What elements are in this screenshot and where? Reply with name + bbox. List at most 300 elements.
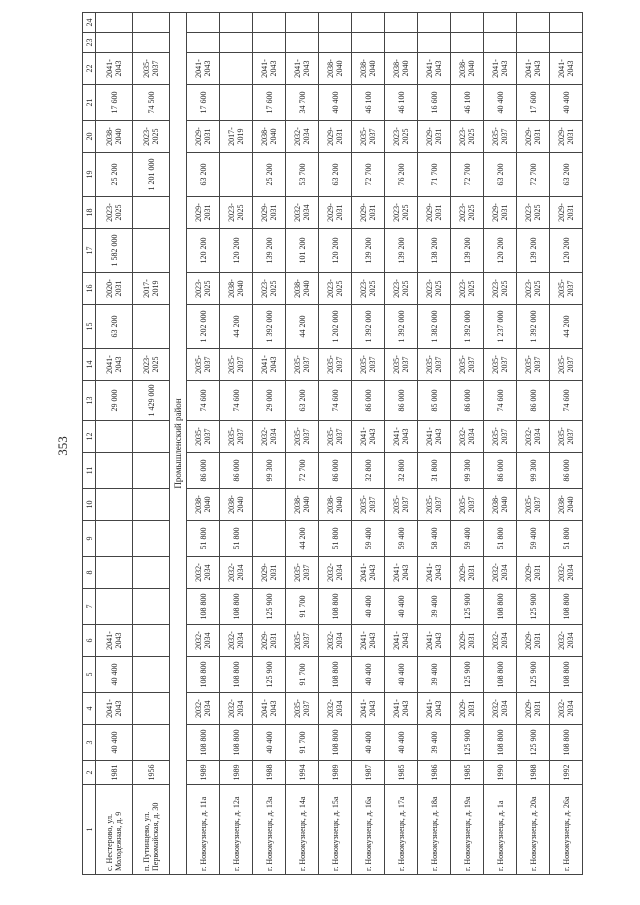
value-cell: 2038-2040 (352, 53, 385, 85)
value-cell: 86 000 (550, 453, 583, 489)
value-cell (133, 589, 170, 625)
value-cell: 125 900 (517, 725, 550, 761)
value-cell: 108 800 (187, 725, 220, 761)
value-cell: 1989 (187, 761, 220, 785)
value-cell: 2032-2034 (451, 421, 484, 453)
value-cell: 86 000 (451, 381, 484, 421)
value-cell (133, 13, 170, 33)
value-cell: 40 400 (253, 725, 286, 761)
value-cell: 74 600 (550, 381, 583, 421)
value-cell (133, 725, 170, 761)
value-cell: 2032-2034 (550, 625, 583, 657)
table-row (550, 13, 583, 875)
value-cell (133, 625, 170, 657)
value-cell: 125 900 (517, 657, 550, 693)
value-cell (550, 33, 583, 53)
value-cell: 2029-2031 (253, 197, 286, 229)
value-cell: 1994 (286, 761, 319, 785)
value-cell: 59 400 (451, 521, 484, 557)
value-cell (133, 197, 170, 229)
value-cell: 32 800 (352, 453, 385, 489)
value-cell: 51 800 (319, 521, 352, 557)
value-cell: 34 700 (286, 85, 319, 121)
value-cell: 120 200 (187, 229, 220, 273)
value-cell: 139 200 (253, 229, 286, 273)
value-cell: 108 800 (484, 657, 517, 693)
value-cell: 108 800 (220, 657, 253, 693)
value-cell: 1988 (517, 761, 550, 785)
value-cell: 2041-2043 (550, 53, 583, 85)
value-cell: 17 600 (187, 85, 220, 121)
column-number: 15 (83, 305, 96, 349)
value-cell: 125 900 (253, 589, 286, 625)
value-cell: 1 392 000 (352, 305, 385, 349)
value-cell: 120 200 (319, 229, 352, 273)
value-cell: 40 400 (385, 657, 418, 693)
value-cell (133, 421, 170, 453)
value-cell: 74 600 (484, 381, 517, 421)
value-cell: 2035-2037 (484, 421, 517, 453)
value-cell: 40 400 (96, 725, 133, 761)
table-row (319, 13, 352, 875)
column-number: 8 (83, 557, 96, 589)
value-cell: 1956 (133, 761, 170, 785)
value-cell: 2017-2019 (220, 121, 253, 153)
value-cell: 2035-2037 (220, 349, 253, 381)
address-cell: г. Новокузнецк, д. 18а (418, 785, 451, 875)
value-cell: 1992 (550, 761, 583, 785)
value-cell: 2035-2037 (418, 489, 451, 521)
value-cell (96, 489, 133, 521)
value-cell (133, 557, 170, 589)
value-cell: 2029-2031 (352, 197, 385, 229)
value-cell: 108 800 (319, 725, 352, 761)
value-cell: 40 400 (352, 589, 385, 625)
value-cell: 139 200 (451, 229, 484, 273)
value-cell: 2035-2037 (517, 489, 550, 521)
table-row (253, 13, 286, 875)
address-cell: г. Новокузнецк, д. 14а (286, 785, 319, 875)
value-cell: 74 600 (220, 381, 253, 421)
value-cell: 85 000 (418, 381, 451, 421)
value-cell: 59 400 (385, 521, 418, 557)
value-cell: 99 300 (517, 453, 550, 489)
value-cell: 86 000 (352, 381, 385, 421)
table-row (484, 13, 517, 875)
value-cell: 91 700 (286, 657, 319, 693)
value-cell: 108 800 (319, 589, 352, 625)
value-cell: 2032-2034 (484, 693, 517, 725)
value-cell: 86 000 (484, 453, 517, 489)
value-cell: 2023-2025 (385, 197, 418, 229)
value-cell: 39 400 (418, 589, 451, 625)
value-cell: 2038-2040 (451, 53, 484, 85)
value-cell (220, 53, 253, 85)
value-cell: 2023-2025 (451, 197, 484, 229)
value-cell: 25 200 (253, 153, 286, 197)
value-cell: 2035-2037 (385, 489, 418, 521)
value-cell: 2041-2043 (385, 625, 418, 657)
value-cell: 1 392 000 (385, 305, 418, 349)
value-cell: 2023-2025 (96, 197, 133, 229)
table-row (220, 13, 253, 875)
value-cell: 2035-2037 (133, 53, 170, 85)
value-cell: 2041-2043 (418, 625, 451, 657)
value-cell (484, 33, 517, 53)
value-cell (286, 13, 319, 33)
value-cell: 51 800 (484, 521, 517, 557)
value-cell: 59 400 (352, 521, 385, 557)
value-cell: 2032-2034 (319, 557, 352, 589)
column-number: 6 (83, 625, 96, 657)
value-cell: 86 000 (385, 381, 418, 421)
value-cell: 2035-2037 (550, 273, 583, 305)
value-cell: 2038-2040 (220, 489, 253, 521)
value-cell: 2023-2025 (133, 121, 170, 153)
column-number: 1 (83, 785, 96, 875)
value-cell: 46 100 (451, 85, 484, 121)
column-number: 4 (83, 693, 96, 725)
address-cell: с. Нестерово, ул. Молодежная, д. 9 (96, 785, 133, 875)
value-cell: 108 800 (220, 725, 253, 761)
value-cell: 2041-2043 (418, 693, 451, 725)
value-cell: 108 800 (550, 725, 583, 761)
value-cell: 44 200 (550, 305, 583, 349)
column-number: 7 (83, 589, 96, 625)
column-number: 10 (83, 489, 96, 521)
value-cell (133, 229, 170, 273)
value-cell: 2023-2025 (451, 121, 484, 153)
column-number: 14 (83, 349, 96, 381)
value-cell: 39 400 (418, 657, 451, 693)
value-cell: 40 400 (484, 85, 517, 121)
value-cell: 2023-2025 (517, 197, 550, 229)
value-cell: 139 200 (517, 229, 550, 273)
value-cell: 86 000 (220, 453, 253, 489)
value-cell: 44 200 (220, 305, 253, 349)
value-cell (96, 421, 133, 453)
column-number: 5 (83, 657, 96, 693)
value-cell: 2023-2025 (385, 121, 418, 153)
value-cell: 2032-2034 (484, 625, 517, 657)
value-cell: 40 400 (352, 725, 385, 761)
value-cell: 2029-2031 (253, 625, 286, 657)
value-cell: 29 000 (96, 381, 133, 421)
value-cell (133, 489, 170, 521)
value-cell: 1 201 000 (133, 153, 170, 197)
address-cell: г. Новокузнецк, д. 11а (187, 785, 220, 875)
value-cell: 44 200 (286, 305, 319, 349)
value-cell (133, 33, 170, 53)
column-number: 23 (83, 33, 96, 53)
value-cell: 2029-2031 (517, 625, 550, 657)
value-cell: 99 300 (451, 453, 484, 489)
value-cell: 72 700 (352, 153, 385, 197)
value-cell: 2023-2025 (517, 273, 550, 305)
region-label: Промышленский район (170, 13, 187, 875)
value-cell (451, 33, 484, 53)
value-cell: 2041-2043 (253, 693, 286, 725)
value-cell: 2023-2025 (418, 273, 451, 305)
value-cell: 74 600 (187, 381, 220, 421)
address-cell: г. Новокузнецк, д. 13а (253, 785, 286, 875)
value-cell: 1989 (319, 761, 352, 785)
value-cell: 120 200 (550, 229, 583, 273)
value-cell: 2041-2043 (484, 53, 517, 85)
value-cell: 1 392 000 (517, 305, 550, 349)
value-cell: 40 400 (385, 589, 418, 625)
table-row (418, 13, 451, 875)
value-cell: 2032-2034 (220, 625, 253, 657)
value-cell: 71 700 (418, 153, 451, 197)
value-cell: 1 202 000 (187, 305, 220, 349)
value-cell (133, 305, 170, 349)
value-cell: 2032-2034 (319, 693, 352, 725)
table-row (352, 13, 385, 875)
value-cell: 1988 (253, 761, 286, 785)
column-number: 16 (83, 273, 96, 305)
value-cell (96, 33, 133, 53)
value-cell: 1981 (96, 761, 133, 785)
value-cell: 40 400 (385, 725, 418, 761)
value-cell: 32 800 (385, 453, 418, 489)
value-cell: 2041-2043 (96, 625, 133, 657)
value-cell: 2020-2031 (96, 273, 133, 305)
value-cell: 2029-2031 (253, 557, 286, 589)
value-cell: 39 400 (418, 725, 451, 761)
value-cell: 63 200 (286, 381, 319, 421)
value-cell: 2029-2031 (451, 693, 484, 725)
value-cell: 46 100 (352, 85, 385, 121)
value-cell: 17 600 (253, 85, 286, 121)
value-cell: 2035-2037 (484, 349, 517, 381)
value-cell (286, 33, 319, 53)
value-cell (253, 489, 286, 521)
column-number: 21 (83, 85, 96, 121)
value-cell: 2041-2043 (517, 53, 550, 85)
value-cell (96, 453, 133, 489)
value-cell: 138 200 (418, 229, 451, 273)
value-cell (220, 85, 253, 121)
value-cell (418, 33, 451, 53)
value-cell: 1985 (451, 761, 484, 785)
value-cell: 17 600 (517, 85, 550, 121)
value-cell: 2041-2043 (418, 53, 451, 85)
value-cell: 2038-2040 (484, 489, 517, 521)
value-cell: 2029-2031 (517, 693, 550, 725)
value-cell: 63 200 (96, 305, 133, 349)
value-cell (253, 521, 286, 557)
value-cell: 2035-2037 (352, 489, 385, 521)
value-cell: 2032-2034 (286, 197, 319, 229)
value-cell: 2035-2037 (451, 489, 484, 521)
value-cell: 2035-2037 (352, 349, 385, 381)
value-cell: 1 202 000 (319, 305, 352, 349)
value-cell: 2032-2034 (517, 421, 550, 453)
value-cell (96, 557, 133, 589)
value-cell: 2035-2037 (187, 349, 220, 381)
column-number: 24 (83, 13, 96, 33)
value-cell: 2017-2019 (133, 273, 170, 305)
value-cell: 2035-2037 (418, 349, 451, 381)
value-cell: 1986 (418, 761, 451, 785)
value-cell: 1990 (484, 761, 517, 785)
value-cell: 63 200 (319, 153, 352, 197)
rotated-table-wrapper (82, 18, 630, 875)
value-cell (96, 521, 133, 557)
address-cell: г. Новокузнецк, д. 26а (550, 785, 583, 875)
value-cell: 2038-2040 (253, 121, 286, 153)
value-cell (253, 33, 286, 53)
column-number: 2 (83, 761, 96, 785)
value-cell: 2023-2025 (319, 273, 352, 305)
value-cell: 63 200 (187, 153, 220, 197)
address-cell: г. Новокузнецк, д. 1а (484, 785, 517, 875)
value-cell: 2023-2025 (385, 273, 418, 305)
value-cell (220, 33, 253, 53)
address-cell: г. Новокузнецк, д. 12а (220, 785, 253, 875)
value-cell: 17 600 (96, 85, 133, 121)
value-cell: 58 400 (418, 521, 451, 557)
value-cell: 72 700 (286, 453, 319, 489)
value-cell: 2035-2037 (550, 421, 583, 453)
value-cell: 2023-2025 (484, 273, 517, 305)
value-cell: 2035-2037 (319, 349, 352, 381)
value-cell: 2029-2031 (187, 121, 220, 153)
value-cell: 2035-2037 (385, 349, 418, 381)
value-cell: 2023-2025 (220, 197, 253, 229)
value-cell: 2041-2043 (253, 53, 286, 85)
address-cell: г. Новокузнецк, д. 16а (352, 785, 385, 875)
value-cell (352, 13, 385, 33)
value-cell (187, 33, 220, 53)
table-row (451, 13, 484, 875)
value-cell: 2032-2034 (253, 421, 286, 453)
value-cell: 108 800 (484, 725, 517, 761)
value-cell: 125 900 (451, 589, 484, 625)
value-cell: 29 000 (253, 381, 286, 421)
value-cell: 1 382 000 (418, 305, 451, 349)
value-cell: 1 582 000 (96, 229, 133, 273)
value-cell: 2038-2040 (220, 273, 253, 305)
value-cell (484, 13, 517, 33)
value-cell: 1987 (352, 761, 385, 785)
value-cell: 2041-2043 (253, 349, 286, 381)
value-cell: 2041-2043 (385, 421, 418, 453)
value-cell: 139 200 (385, 229, 418, 273)
value-cell (352, 33, 385, 53)
value-cell: 2032-2034 (187, 557, 220, 589)
value-cell: 63 200 (484, 153, 517, 197)
value-cell: 108 800 (319, 657, 352, 693)
value-cell: 2035-2037 (451, 349, 484, 381)
value-cell: 108 800 (484, 589, 517, 625)
value-cell: 2035-2037 (286, 625, 319, 657)
value-cell: 59 400 (517, 521, 550, 557)
value-cell: 2035-2037 (286, 557, 319, 589)
value-cell: 2041-2043 (187, 53, 220, 85)
value-cell: 2035-2037 (220, 421, 253, 453)
value-cell: 2038-2040 (187, 489, 220, 521)
value-cell (220, 13, 253, 33)
value-cell: 86 000 (187, 453, 220, 489)
value-cell: 72 700 (451, 153, 484, 197)
value-cell: 2029-2031 (418, 121, 451, 153)
value-cell: 2041-2043 (286, 53, 319, 85)
table-row (286, 13, 319, 875)
column-number: 12 (83, 421, 96, 453)
value-cell: 2029-2031 (484, 197, 517, 229)
column-number: 19 (83, 153, 96, 197)
value-cell: 2029-2031 (517, 557, 550, 589)
value-cell: 2038-2040 (286, 273, 319, 305)
value-cell (96, 13, 133, 33)
value-cell: 53 700 (286, 153, 319, 197)
column-number: 17 (83, 229, 96, 273)
value-cell: 40 400 (319, 85, 352, 121)
address-cell: г. Новокузнецк, д. 19а (451, 785, 484, 875)
value-cell: 2038-2040 (286, 489, 319, 521)
value-cell: 25 200 (96, 153, 133, 197)
value-cell (319, 13, 352, 33)
page-number: 353 (55, 436, 70, 456)
value-cell: 2041-2043 (385, 693, 418, 725)
value-cell: 2023-2025 (451, 273, 484, 305)
value-cell: 2038-2040 (96, 121, 133, 153)
address-cell: г. Новокузнецк, д. 20а (517, 785, 550, 875)
table-row (187, 13, 220, 875)
value-cell: 2029-2031 (451, 557, 484, 589)
value-cell (385, 13, 418, 33)
value-cell: 1 392 000 (253, 305, 286, 349)
value-cell: 1989 (220, 761, 253, 785)
value-cell: 2035-2037 (352, 121, 385, 153)
value-cell: 2041-2043 (418, 421, 451, 453)
value-cell: 2023-2025 (133, 349, 170, 381)
value-cell: 2029-2031 (418, 197, 451, 229)
value-cell: 2032-2034 (286, 121, 319, 153)
value-cell: 2041-2043 (352, 557, 385, 589)
region-row (170, 13, 187, 875)
value-cell: 2035-2037 (517, 349, 550, 381)
value-cell: 2041-2043 (352, 421, 385, 453)
value-cell: 2041-2043 (352, 625, 385, 657)
value-cell: 2029-2031 (319, 121, 352, 153)
value-cell: 2029-2031 (451, 625, 484, 657)
value-cell: 120 200 (220, 229, 253, 273)
value-cell: 74 600 (319, 381, 352, 421)
value-cell: 2041-2043 (96, 693, 133, 725)
column-number: 9 (83, 521, 96, 557)
value-cell: 40 400 (96, 657, 133, 693)
value-cell: 63 200 (550, 153, 583, 197)
value-cell: 2038-2040 (319, 53, 352, 85)
value-cell: 2023-2025 (253, 273, 286, 305)
value-cell: 1 429 000 (133, 381, 170, 421)
value-cell: 2041-2043 (96, 53, 133, 85)
value-cell: 2029-2031 (517, 121, 550, 153)
value-cell: 120 200 (484, 229, 517, 273)
value-cell: 125 900 (253, 657, 286, 693)
value-cell: 40 400 (550, 85, 583, 121)
value-cell: 2041-2043 (96, 349, 133, 381)
value-cell: 51 800 (187, 521, 220, 557)
value-cell: 2035-2037 (286, 693, 319, 725)
value-cell: 2023-2025 (352, 273, 385, 305)
value-cell: 2035-2037 (286, 421, 319, 453)
value-cell: 2038-2040 (385, 53, 418, 85)
value-cell: 2029-2031 (187, 197, 220, 229)
